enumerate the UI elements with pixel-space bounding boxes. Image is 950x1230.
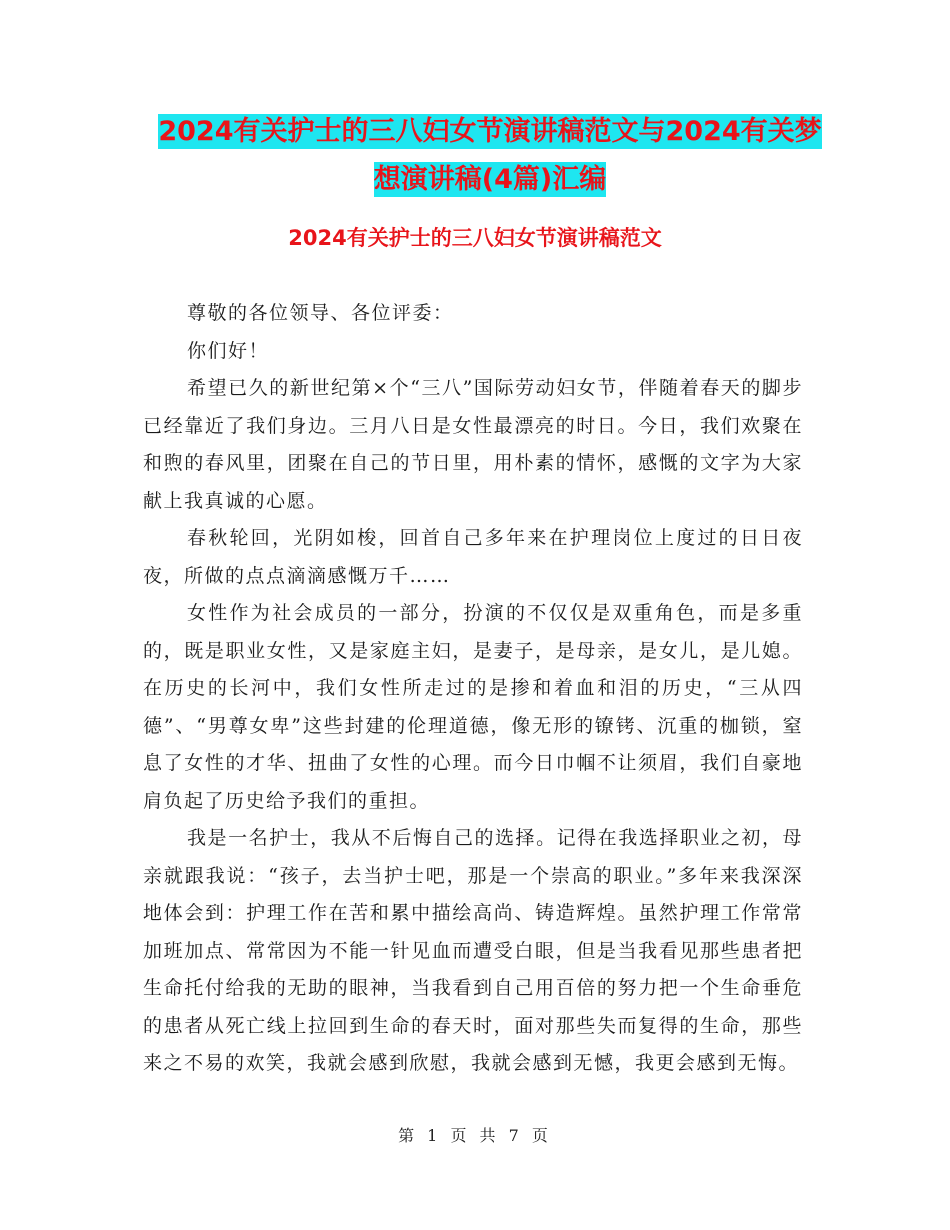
salutation: 尊敬的各位领导、各位评委： xyxy=(187,302,454,324)
title-line-1: 2024有关护士的三八妇女节演讲稿范文与2024有关梦 xyxy=(158,116,822,147)
paragraph: 希望已久的新世纪第×个“三八”国际劳动妇女节，伴随着春天的脚步已经靠近了我们身边。三月八日是女性最漂亮的时日。今日，我们欢聚在和煦的春风里，团聚在自己的节日里，用朴素的情怀，感慨的文字为大家献上我真诚的心愿。 xyxy=(143,377,803,512)
paragraph: 春秋轮回，光阴如梭，回首自己多年来在护理岗位上度过的日日夜夜，所做的点点滴滴感慨万千…… xyxy=(143,527,803,587)
title-line-2: 想演讲稿(4篇)汇编 xyxy=(373,164,607,195)
document-title xyxy=(140,108,840,204)
paragraph: 女性作为社会成员的一部分，扮演的不仅仅是双重角色，而是多重的，既是职业女性，又是家庭主妇，是妻子，是母亲，是女儿，是儿媳。在历史的长河中，我们女性所走过的是掺和着血和泪的历史，“三从四德”、“男尊女卑”这些封建的伦理道德，像无形的镣铐、沉重的枷锁，窒息了女性的才华、扭曲了女性的心理。而今日巾帼不让须眉，我们自豪地肩负起了历史给予我们的重担。 xyxy=(143,602,803,812)
greeting: 你们好！ xyxy=(187,339,270,362)
paragraph: 我是一名护士，我从不后悔自己的选择。记得在我选择职业之初，母亲就跟我说：“孩子，去当护士吧，那是一个崇高的职业。”多年来我深深地体会到：护理工作在苦和累中描绘高尚、铸造辉煌。虽然护理工作常常加班加点、常常因为不能一针见血而遭受白眼，但是当我看见那些患者把生命托付给我的无助的眼神，当我看到自己用百倍的努力把一个生命垂危的患者从死亡线上拉回到生命的春天时，面对那些失而复得的生命，那些来之不易的欢笑，我就会感到欣慰，我就会感到无憾，我更会感到无悔。 xyxy=(143,827,803,1074)
document-body xyxy=(143,295,803,1083)
page-footer: 第 1 页 共 7 页 xyxy=(398,1126,552,1145)
section-title: 2024有关护士的三八妇女节演讲稿范文 xyxy=(288,226,662,250)
